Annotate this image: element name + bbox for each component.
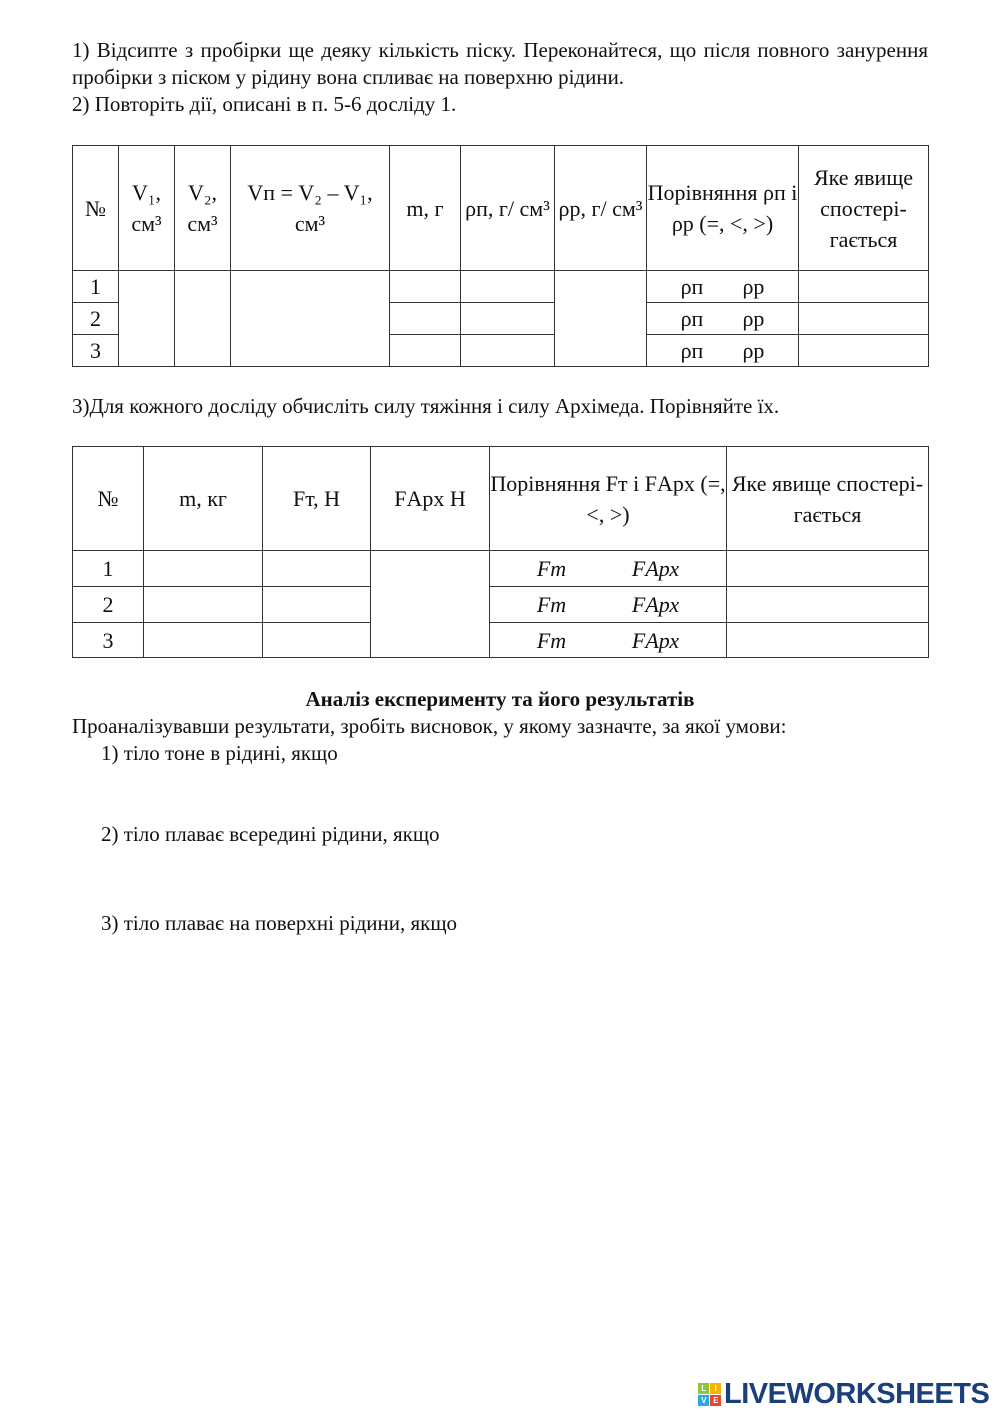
rho-p-input[interactable]	[461, 271, 555, 303]
force-table	[72, 446, 929, 658]
farch-label: FАрх	[631, 556, 680, 581]
header-compare: Порівняння ρп і ρр (=, <, >)	[647, 146, 799, 271]
analysis-item-3: 3) тіло плаває на поверхні рідини, якщо	[101, 911, 457, 935]
compare-input[interactable]	[490, 587, 727, 623]
rho-p-label: ρп	[680, 274, 704, 299]
row-number: 1	[73, 551, 144, 587]
analysis-intro: Проаналізувавши результати, зробіть висновок, у якому зазначте, за якої умови:	[72, 714, 787, 738]
ft-label: Fт	[536, 556, 567, 581]
logo-text: LIVEWORKSHEETS	[724, 1378, 990, 1410]
row-number: 2	[73, 587, 144, 623]
density-table	[72, 145, 929, 367]
phenomenon-input[interactable]	[727, 551, 929, 587]
phenomenon-input[interactable]	[799, 271, 929, 303]
liveworksheets-logo	[698, 1378, 989, 1411]
compare-input[interactable]	[490, 623, 727, 658]
rho-r-label: ρр	[742, 274, 765, 299]
header-archimedes: FАрх Н	[371, 447, 490, 551]
rho-p-label: ρп	[680, 338, 704, 363]
header-rho-r: ρр, г/ см³	[555, 146, 647, 271]
header-rho-p: ρп, г/ см³	[461, 146, 555, 271]
ft-label: Fт	[536, 627, 567, 653]
v2-input[interactable]	[175, 271, 231, 367]
compare-input[interactable]	[647, 335, 799, 367]
header-num: №	[73, 146, 119, 271]
header-compare: Порівняння Fт і FАрх (=, <, >)	[490, 447, 727, 551]
row-number: 3	[73, 623, 144, 658]
row-number: 2	[73, 303, 119, 335]
row-number: 1	[73, 271, 119, 303]
phenomenon-input[interactable]	[727, 623, 929, 658]
gravity-input[interactable]	[263, 623, 371, 658]
header-phenomenon: Яке явище спостері-гається	[799, 146, 929, 271]
farch-label: FАрх	[631, 627, 680, 653]
vp-input[interactable]	[231, 271, 390, 367]
header-v1: V₁, см³	[119, 146, 175, 271]
rho-r-label: ρр	[742, 338, 765, 363]
header-vp: Vп = V₂ – V₁, см³	[231, 146, 390, 271]
rho-r-input[interactable]	[555, 271, 647, 367]
header-mass: m, кг	[144, 447, 263, 551]
farch-label: FАрх	[631, 592, 680, 617]
instruction-step-2: 2) Повторіть дії, описані в п. 5-6 досліду 1.	[72, 92, 457, 116]
header-v2: V₂, см³	[175, 146, 231, 271]
archimedes-input[interactable]	[371, 551, 490, 658]
header-mass: m, г	[390, 146, 461, 271]
phenomenon-input[interactable]	[799, 303, 929, 335]
rho-p-input[interactable]	[461, 303, 555, 335]
compare-input[interactable]	[647, 271, 799, 303]
instruction-step-1: 1) Відсипте з пробірки ще деяку кількість піску. Переконайтеся, що після повного занурення пробірки з піском у рідину вона спливає на поверхню рідини.	[72, 38, 928, 89]
header-num: №	[73, 447, 144, 551]
mass-input[interactable]	[390, 303, 461, 335]
compare-input[interactable]	[490, 551, 727, 587]
instruction-step-3: 3)Для кожного досліду обчисліть силу тяжіння і силу Архімеда. Порівняйте їх.	[72, 394, 780, 418]
logo-icon: L I V E	[698, 1383, 721, 1406]
mass-input[interactable]	[144, 551, 263, 587]
gravity-input[interactable]	[263, 587, 371, 623]
compare-input[interactable]	[647, 303, 799, 335]
phenomenon-input[interactable]	[727, 587, 929, 623]
header-phenomenon: Яке явище спостері-гається	[727, 447, 929, 551]
mass-input[interactable]	[144, 587, 263, 623]
rho-p-label: ρп	[680, 306, 704, 331]
mass-input[interactable]	[144, 623, 263, 658]
rho-r-label: ρр	[742, 306, 765, 331]
v1-input[interactable]	[119, 271, 175, 367]
header-gravity: Fт, Н	[263, 447, 371, 551]
mass-input[interactable]	[390, 335, 461, 367]
analysis-item-1: 1) тіло тоне в рідині, якщо	[101, 741, 338, 765]
ft-label: Fт	[536, 592, 567, 617]
gravity-input[interactable]	[263, 551, 371, 587]
phenomenon-input[interactable]	[799, 335, 929, 367]
analysis-item-2: 2) тіло плаває всередині рідини, якщо	[101, 822, 440, 846]
mass-input[interactable]	[390, 271, 461, 303]
row-number: 3	[73, 335, 119, 367]
rho-p-input[interactable]	[461, 335, 555, 367]
analysis-title: Аналіз експерименту та його результатів	[305, 687, 695, 711]
